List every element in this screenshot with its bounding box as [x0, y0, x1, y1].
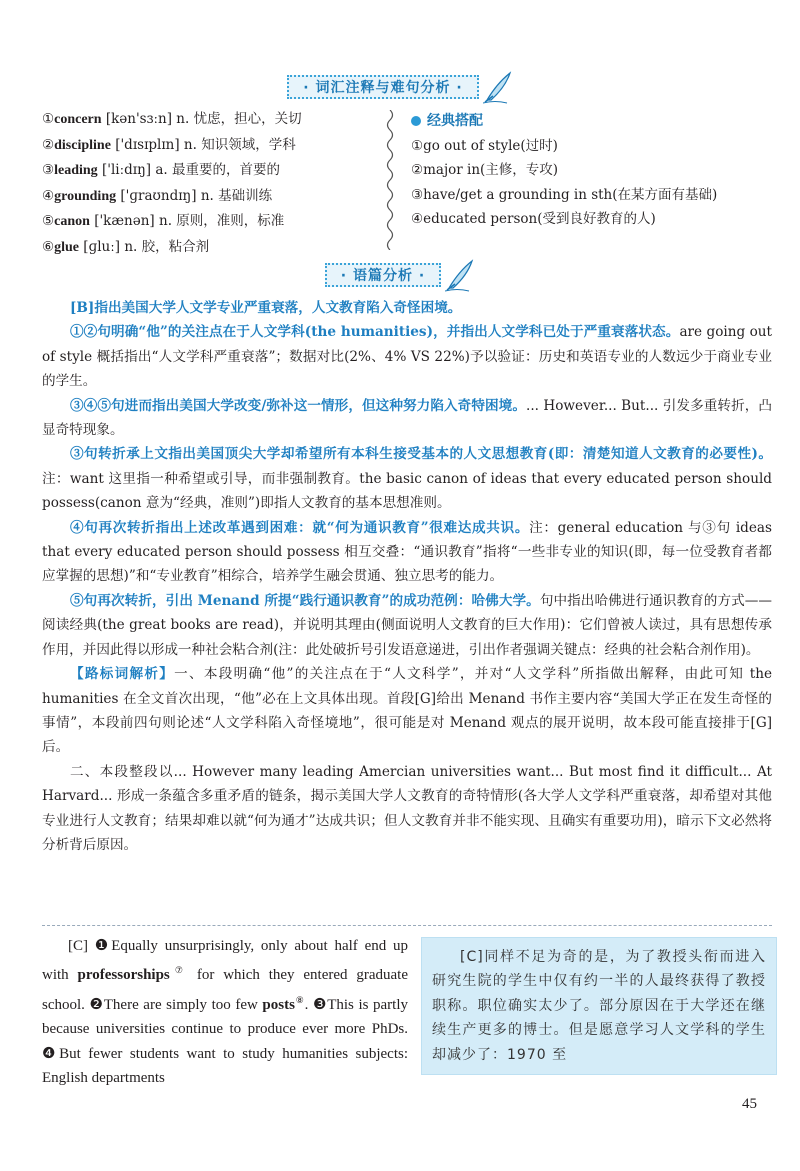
sentence-marker-icon: ❷ — [89, 996, 104, 1013]
analysis-paragraph: ①②句明确“他”的关注点在于人文学科(the humanities)，并指出人文学科已处于严重衰落状态。are going out of style 概括指出“人文学科严重衰落”；数据对比(2%、4% VS 22%)予以验证：历史和英语专业的人数远少于商业专业的学生。 — [42, 324, 773, 390]
vocab-item: ④grounding ['ɡraʊndɪŋ] n. 基础训练 — [42, 187, 273, 204]
keyword: professorships — [77, 967, 170, 984]
bullet-icon — [411, 116, 421, 126]
vocab-item: ⑥glue [ɡluː] n. 胶，粘合剂 — [42, 238, 210, 255]
analysis-paragraph: ③句转折承上文指出美国顶尖大学却希望所有本科生接受基本的人文思想教育(即：清楚知道人文教育的必要性)。注：want 这里指一种希望或引导，而非强制教育。the basic canon of ideas that every educated person should possess(canon 意为“经典，准则”)即指人文教育的基本思想准则。 — [42, 446, 772, 512]
vocabulary-list — [42, 107, 382, 261]
passage-c: [C] ❶Equally unsurprisingly, only about half end up with professorships⑦ for which they entered graduate school. ❷There are simply too few posts⑧. ❸This is partly because universities continue to produce ever more PhDs. ❹But fewer students want to study humanities subjects: English departments — [42, 938, 408, 1087]
analysis-paragraph: 【路标词解析】一、本段明确“他”的关注点在于“人文科学”，并对“人文学科”所指做出解释，由此可知 the humanities 在全文首次出现，“他”必在上文具体出现。首段[G]给出 Menand 书作主要内容“美国大学正在发生奇怪的事情”，本段前四句则论述“人文学科陷入奇怪境地”，很可能是对 Menand 观点的展开说明，故本段可能直接排于[G]后。 — [42, 666, 772, 756]
sentence-marker-icon: ❸ — [312, 996, 328, 1013]
wavy-divider — [383, 110, 397, 250]
collocation-item: ①go out of style(过时) — [411, 137, 558, 154]
analysis-paragraph: 二、本段整段以... However many leading Amercian universities want... But most find it difficult... At Harvard... 形成一条蕴含多重矛盾的链条，揭示美国大学人文教育的奇特情形(各大学人文学科严重衰落，却希望对其他专业进行人文教育；结果却难以就“何为通才”达成共识；但人文教育并非不能实现、且确实有重要功用)，暗示下文必然将分析背后原因。 — [42, 763, 772, 853]
sentence-marker-icon: ❹ — [42, 1045, 60, 1062]
quill-icon — [445, 258, 475, 292]
vocab-item: ⑤canon ['kænən] n. 原则，准则，标准 — [42, 213, 285, 230]
collocations-heading: 经典搭配 — [427, 113, 483, 129]
banner-title: · 语篇分析 · — [325, 263, 441, 287]
vocab-item: ③leading ['liːdɪŋ] a. 最重要的，首要的 — [42, 162, 281, 179]
vocab-item: ②discipline ['dɪsɪplɪn] n. 知识领域，学科 — [42, 136, 296, 153]
analysis-paragraph: ⑤句再次转折，引出 Menand 所提“践行通识教育”的成功范例：哈佛大学。句中指出哈佛进行通识教育的方式——阅读经典(the great books are read)，并说明其理由(侧面说明人文教育的巨大作用)：它们曾被人读过，具有思想传承作用，并因此得以形成一种社会粘合剂(注：此处破折号引发语意递进，引出作者强调关键点：经典的社会粘合剂作用)。 — [42, 592, 772, 658]
collocation-item: ④educated person(受到良好教育的人) — [411, 211, 656, 228]
translation-text: [C]同样不足为奇的是，为了教授头衔而进入研究生院的学生中仅有约一半的人最终获得了教授职称。职位确实太少了。部分原因在于大学还在继续生产更多的博士。但是愿意学习人文学科的学生却减少了：1970 至 — [432, 949, 766, 1063]
page-number: 45 — [742, 1096, 757, 1112]
analysis-paragraph: ④句再次转折指出上述改革遇到困难：就“何为通识教育”很难达成共识。注：general education 与③句 ideas that every educated person should possess 相互交叠：“通识教育”指将“一些非专业的知识(即，每一位受教育者都应掌握的思想)”和“专业教育”相综合，培养学生融会贯通、独立思考的能力。 — [42, 519, 772, 585]
collocation-item: ③have/get a grounding in sth(在某方面有基础) — [411, 186, 718, 203]
collocations-panel — [411, 109, 771, 232]
translation-box — [421, 937, 777, 1075]
paragraph-label: [C] — [68, 938, 88, 954]
sentence-marker-icon: ❶ — [94, 938, 112, 954]
vocab-item: ①concern [kən'sɜːn] n. 忧虑，担心，关切 — [42, 111, 302, 127]
analysis-paragraph: ③④⑤句进而指出美国大学改变/弥补这一情形，但这种努力陷入奇特困境。... However... But... 引发多重转折，凸显奇特现象。 — [42, 397, 772, 439]
section-banner-discourse — [0, 262, 800, 288]
discourse-analysis — [42, 296, 772, 857]
section-banner-vocab — [0, 74, 800, 100]
keyword: posts — [262, 996, 295, 1013]
banner-title: · 词汇注释与难句分析 · — [287, 75, 478, 99]
divider — [42, 925, 772, 926]
collocation-item: ②major in(主修，专攻) — [411, 162, 559, 179]
section-b-summary: [B]指出美国大学人文学专业严重衰落，人文教育陷入奇怪困境。 — [70, 300, 462, 316]
quill-icon — [483, 70, 513, 104]
